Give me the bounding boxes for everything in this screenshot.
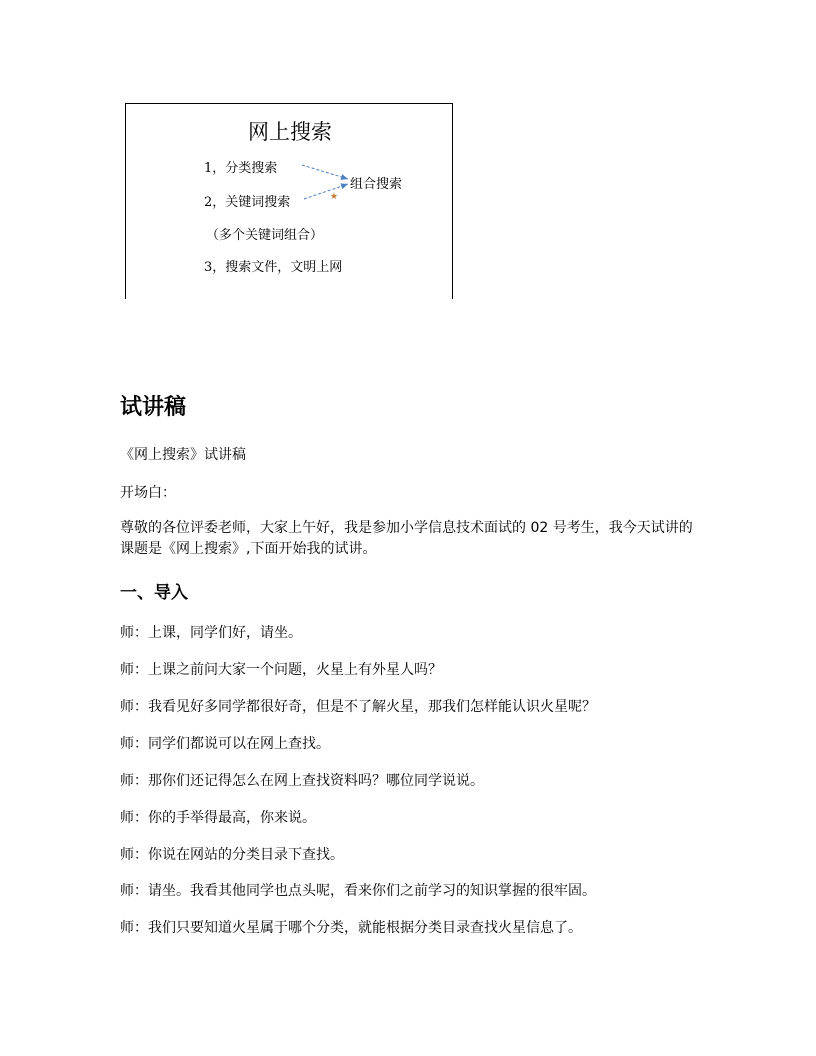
dialogue-line: 师：那你们还记得怎么在网上查找资料吗？哪位同学说说。	[120, 773, 484, 789]
blackboard-item-category-search: 1，分类搜索	[204, 161, 278, 176]
arrow-category-to-combined	[302, 165, 348, 179]
blackboard-arrows	[126, 104, 454, 300]
dialogue-line: 师：你的手举得最高，你来说。	[120, 810, 316, 826]
document-subtitle: 《网上搜索》试讲稿	[120, 447, 246, 463]
dialogue-line: 师：你说在网站的分类目录下查找。	[120, 847, 344, 863]
dialogue-line: 师：我看见好多同学都很好奇，但是不了解火星，那我们怎样能认识火星呢？	[120, 699, 596, 715]
arrow-keyword-to-combined	[304, 184, 348, 199]
dialogue-line: 师：我们只要知道火星属于哪个分类，就能根据分类目录查找火星信息了。	[120, 920, 582, 936]
dialogue-line: 师：上课，同学们好，请坐。	[120, 625, 302, 641]
blackboard-figure	[125, 103, 453, 299]
heading-trial-lecture: 试讲稿	[120, 395, 187, 420]
opening-label: 开场白：	[120, 485, 176, 501]
blackboard-item-search-files: 3，搜索文件，文明上网	[204, 260, 343, 275]
blackboard-combined-search: 组合搜索	[350, 177, 403, 192]
blackboard-item-keyword-search: 2，关键词搜索	[204, 195, 291, 210]
blackboard-note-keyword-combination: （多个关键词组合）	[206, 228, 324, 243]
dialogue-line: 师：同学们都说可以在网上查找。	[120, 736, 330, 752]
blackboard-title: 网上搜索	[248, 120, 332, 144]
opening-paragraph: 尊敬的各位评委老师，大家上午好，我是参加小学信息技术面试的 02 号考生，我今天试讲的课题是《网上搜索》,下面开始我的试讲。	[120, 520, 693, 557]
dialogue-line: 师：上课之前问大家一个问题，火星上有外星人吗？	[120, 662, 442, 678]
dialogue-line: 师：请坐。我看其他同学也点头呢，看来你们之前学习的知识掌握的很牢固。	[120, 883, 596, 899]
section-heading-intro: 一、导入	[120, 583, 188, 603]
star-icon: ★	[330, 192, 339, 202]
